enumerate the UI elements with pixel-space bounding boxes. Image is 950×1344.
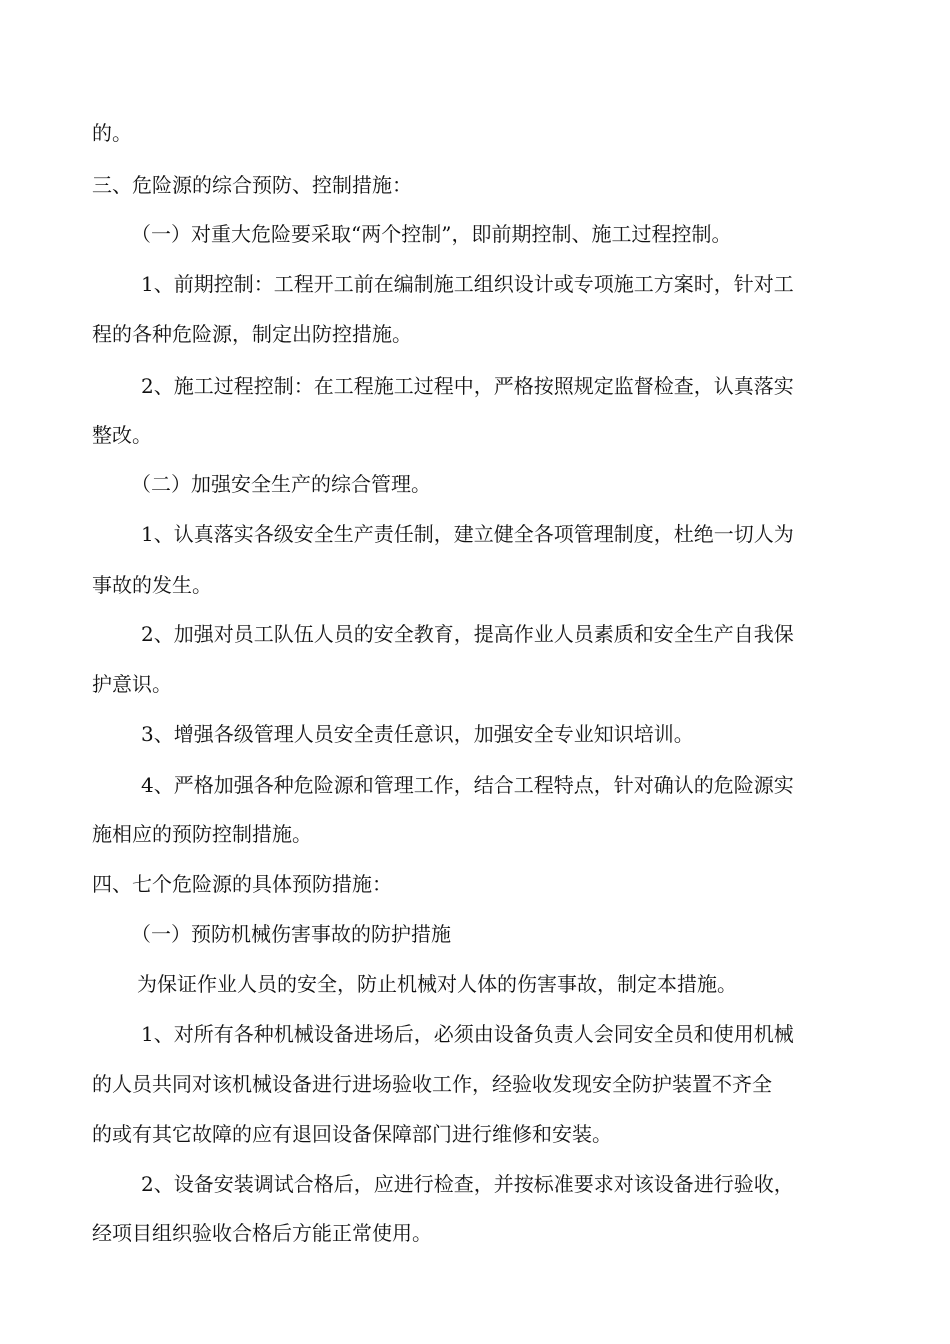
text-line: 1、对所有各种机械设备进场后，必须由设备负责人会同安全员和使用机械 bbox=[141, 1022, 794, 1046]
text-line: 1、认真落实各级安全生产责任制，建立健全各项管理制度，杜绝一切人为 bbox=[141, 522, 794, 546]
section-heading: 三、危险源的综合预防、控制措施： bbox=[92, 173, 412, 197]
text-line: 2、设备安装调试合格后，应进行检查，并按标准要求对该设备进行验收， bbox=[141, 1172, 794, 1196]
subsection-heading: （二）加强安全生产的综合管理。 bbox=[131, 472, 431, 496]
text-line: 4、严格加强各种危险源和管理工作，结合工程特点，针对确认的危险源实 bbox=[141, 773, 794, 797]
text-line: 施相应的预防控制措施。 bbox=[92, 822, 312, 846]
text-line: 的。 bbox=[92, 121, 132, 145]
text-line: 2、施工过程控制：在工程施工过程中，严格按照规定监督检查，认真落实 bbox=[141, 374, 794, 398]
text-line: 整改。 bbox=[92, 423, 152, 447]
text-line: 2、加强对员工队伍人员的安全教育，提高作业人员素质和安全生产自我保 bbox=[141, 622, 794, 646]
text-line: 事故的发生。 bbox=[92, 573, 212, 597]
text-line: 经项目组织验收合格后方能正常使用。 bbox=[92, 1221, 432, 1245]
text-line: 的人员共同对该机械设备进行进场验收工作，经验收发现安全防护装置不齐全 bbox=[92, 1072, 772, 1096]
text-line: 的或有其它故障的应有退回设备保障部门进行维修和安装。 bbox=[92, 1122, 612, 1146]
text-line: 为保证作业人员的安全，防止机械对人体的伤害事故，制定本措施。 bbox=[137, 972, 737, 996]
text-line: 护意识。 bbox=[92, 672, 172, 696]
text-line: 3、增强各级管理人员安全责任意识，加强安全专业知识培训。 bbox=[141, 722, 694, 746]
text-line: 1、前期控制：工程开工前在编制施工组织设计或专项施工方案时，针对工 bbox=[141, 272, 794, 296]
subsection-heading: （一）对重大危险要采取“两个控制”，即前期控制、施工过程控制。 bbox=[131, 222, 732, 246]
text-line: 程的各种危险源，制定出防控措施。 bbox=[92, 322, 412, 346]
section-heading: 四、七个危险源的具体预防措施： bbox=[92, 872, 392, 896]
subsection-heading: （一）预防机械伤害事故的防护措施 bbox=[131, 922, 451, 946]
